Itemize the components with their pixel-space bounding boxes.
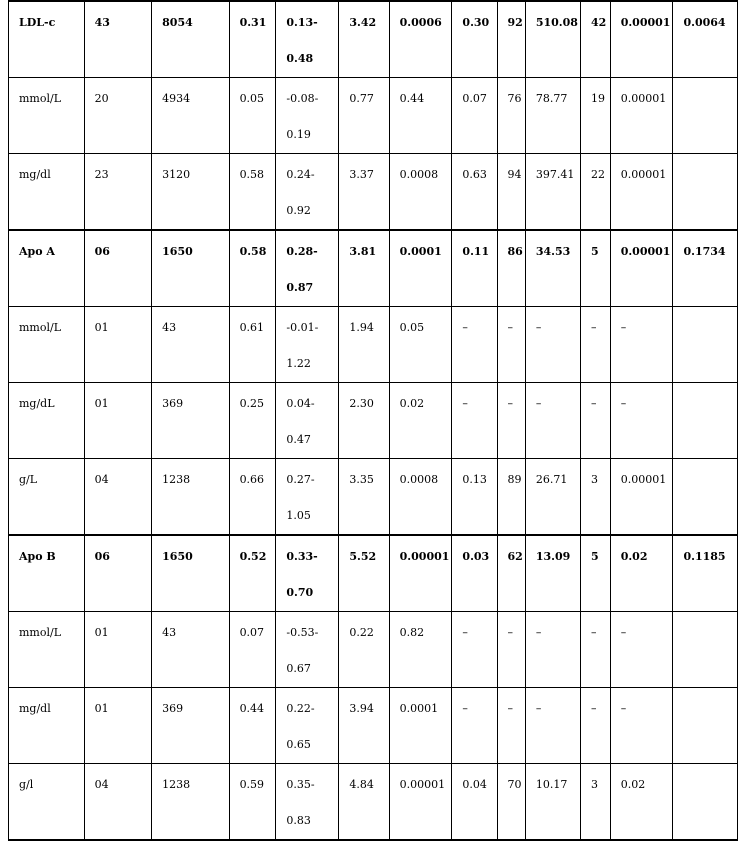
cell-value: 397.41 [535,168,575,181]
cell-value: 0.35- 0.83 [286,778,315,827]
cell-value: 1.94 [349,321,374,334]
cell-value: 0.0001 [399,245,442,258]
table-cell [452,535,497,612]
table-row [9,1,738,78]
table-row [9,535,738,612]
table-cell [84,1,152,78]
cell-value: 2.30 [349,397,374,410]
cell-value: 19 [590,92,605,105]
cell-value: 22 [590,168,605,181]
cell-value: 01 [94,702,109,715]
cell-value: 0.22 [349,626,374,639]
table-cell [339,307,389,383]
table-cell [610,688,673,764]
table-cell [84,307,152,383]
table-row [9,764,738,841]
table-cell [389,612,452,688]
table-cell [497,383,525,459]
table-cell [673,154,738,231]
table-cell [276,230,339,307]
table-cell [525,612,580,688]
table-cell [229,230,276,307]
table-cell [580,535,610,612]
table-cell [525,383,580,459]
table-cell [580,230,610,307]
cell-value: 62 [507,550,523,563]
table-cell [276,307,339,383]
table-cell [229,688,276,764]
table-row [9,383,738,459]
cell-value: 78.77 [535,92,568,105]
cell-value: – [620,397,627,410]
cell-value: 0.13 [462,473,487,486]
table-cell [152,78,229,154]
table-cell [525,764,580,841]
table-cell [339,688,389,764]
table-cell [152,612,229,688]
table-cell [497,688,525,764]
table-cell [673,383,738,459]
cell-value: -0.01- 1.22 [286,321,319,370]
table-cell [339,383,389,459]
cell-value: 0.00001 [620,168,667,181]
row-label: mmol/L [19,626,62,639]
table-cell [229,1,276,78]
table-cell [339,612,389,688]
cell-value: 5 [590,550,599,563]
table-cell [389,688,452,764]
table-cell [673,1,738,78]
table-cell [452,154,497,231]
cell-value: 43 [162,321,177,334]
cell-value: 0.04- 0.47 [286,397,315,446]
table-cell [580,383,610,459]
row-label: g/l [19,778,34,791]
table-cell [673,764,738,841]
cell-value: – [620,626,627,639]
cell-value: 34.53 [535,245,571,258]
cell-value: 0.44 [239,702,265,715]
row-label-cell [9,1,85,78]
table-body [9,1,738,840]
table-cell [84,230,152,307]
table-cell [339,78,389,154]
table-cell [580,459,610,536]
cell-value: 42 [590,16,607,29]
table-cell [229,383,276,459]
cell-value: 0.66 [239,473,265,486]
cell-value: 0.61 [239,321,265,334]
cell-value: 04 [94,473,109,486]
cell-value: – [590,626,597,639]
table-cell [339,1,389,78]
cell-value: 8054 [162,16,193,29]
table-cell [580,78,610,154]
cell-value: 06 [94,550,110,563]
table-cell [389,154,452,231]
cell-value: – [590,397,597,410]
table-cell [229,307,276,383]
cell-value: -0.08- 0.19 [286,92,319,141]
table-cell [452,1,497,78]
cell-value: 1650 [162,550,193,563]
cell-value: 0.58 [239,245,267,258]
table-row [9,78,738,154]
cell-value: 0.00001 [399,778,446,791]
table-cell [610,1,673,78]
cell-value: – [462,626,468,639]
cell-value: 5 [590,245,599,258]
row-label: mg/dl [19,168,51,181]
table-cell [580,612,610,688]
cell-value: – [590,321,597,334]
table-cell [389,383,452,459]
table-cell [389,535,452,612]
table-cell [389,459,452,536]
table-cell [673,688,738,764]
table-cell [497,78,525,154]
table-row [9,307,738,383]
table-cell [84,688,152,764]
cell-value: 0.02 [620,550,648,563]
cell-value: 89 [507,473,522,486]
table-cell [389,764,452,841]
table-cell [229,612,276,688]
table-cell [673,612,738,688]
table-cell [229,459,276,536]
cell-value: 0.63 [462,168,487,181]
table-row [9,459,738,536]
table-cell [152,764,229,841]
table-cell [229,154,276,231]
table-cell [339,764,389,841]
table-cell [673,307,738,383]
table-cell [673,230,738,307]
cell-value: 0.00001 [399,550,450,563]
table-cell [452,612,497,688]
row-label-cell [9,154,85,231]
cell-value: 10.17 [535,778,568,791]
row-label-cell [9,307,85,383]
table-cell [452,78,497,154]
row-label: mg/dl [19,702,51,715]
table-cell [152,535,229,612]
table-cell [152,307,229,383]
table-cell [152,230,229,307]
cell-value: 0.00001 [620,245,671,258]
table-cell [580,764,610,841]
cell-value: 0.27- 1.05 [286,473,315,522]
cell-value: 43 [94,16,110,29]
table-cell [276,154,339,231]
table-row [9,612,738,688]
cell-value: 369 [162,702,184,715]
table-cell [497,764,525,841]
table-cell [497,307,525,383]
cell-value: 3 [590,778,598,791]
table-cell [389,78,452,154]
table-cell [276,612,339,688]
table-row [9,230,738,307]
row-label: mmol/L [19,92,62,105]
table-cell [339,230,389,307]
table-cell [580,1,610,78]
table-row [9,154,738,231]
cell-value: 0.04 [462,778,487,791]
cell-value: -0.53- 0.67 [286,626,319,675]
table-cell [229,535,276,612]
cell-value: 1238 [162,778,191,791]
table-cell [580,154,610,231]
table-cell [580,307,610,383]
table-cell [525,230,580,307]
cell-value: 43 [162,626,177,639]
cell-value: 4.84 [349,778,374,791]
cell-value: 0.52 [239,550,267,563]
table-cell [339,154,389,231]
cell-value: 20 [94,92,109,105]
table-cell [497,535,525,612]
cell-value: 0.0006 [399,16,442,29]
cell-value: 5.52 [349,550,377,563]
cell-value: 0.1185 [683,550,726,563]
cell-value: – [507,321,514,334]
table-cell [152,154,229,231]
row-label-cell [9,535,85,612]
cell-value: 13.09 [535,550,571,563]
table-cell [276,1,339,78]
cell-value: – [535,321,542,334]
cell-value: – [507,397,514,410]
row-label: LDL-c [19,16,56,29]
table-cell [389,1,452,78]
cell-value: 3.35 [349,473,374,486]
table-cell [152,383,229,459]
table-cell [610,612,673,688]
cell-value: 0.02 [620,778,646,791]
cell-value: 01 [94,626,109,639]
cell-value: 3.37 [349,168,374,181]
table-cell [525,535,580,612]
cell-value: 3.94 [349,702,374,715]
table-cell [610,383,673,459]
table-cell [525,307,580,383]
cell-value: 0.25 [239,397,265,410]
table-cell [389,230,452,307]
cell-value: 23 [94,168,109,181]
table-cell [452,383,497,459]
table-cell [152,688,229,764]
cell-value: – [535,397,542,410]
row-label-cell [9,230,85,307]
table-row [9,688,738,764]
cell-value: 0.02 [399,397,425,410]
table-cell [84,764,152,841]
cell-value: 06 [94,245,110,258]
cell-value: 0.24- 0.92 [286,168,315,217]
table-cell [276,764,339,841]
table-cell [525,688,580,764]
table-cell [610,459,673,536]
cell-value: 3.81 [349,245,377,258]
cell-value: 0.33- 0.70 [286,550,318,599]
row-label: Apo A [19,245,55,258]
table-cell [229,764,276,841]
table-cell [339,535,389,612]
row-label: mmol/L [19,321,62,334]
cell-value: 0.77 [349,92,374,105]
cell-value: 01 [94,321,109,334]
cell-value: 0.22- 0.65 [286,702,315,751]
table-cell [673,459,738,536]
cell-value: 510.08 [535,16,578,29]
cell-value: 0.07 [239,626,265,639]
table-cell [276,688,339,764]
table-cell [497,612,525,688]
cell-value: 3 [590,473,598,486]
table-cell [610,535,673,612]
cell-value: – [620,702,627,715]
table-cell [276,459,339,536]
table-cell [84,612,152,688]
table-cell [84,154,152,231]
table-cell [452,688,497,764]
table-cell [610,78,673,154]
cell-value: 369 [162,397,184,410]
cell-value: 0.30 [462,16,490,29]
table-cell [580,688,610,764]
cell-value: 0.59 [239,778,265,791]
cell-value: 0.28- 0.87 [286,245,318,294]
cell-value: 0.0008 [399,168,439,181]
cell-value: 3120 [162,168,191,181]
cell-value: 0.03 [462,550,490,563]
row-label: mg/dL [19,397,55,410]
table-cell [497,154,525,231]
cell-value: 0.00001 [620,92,667,105]
cell-value: 0.05 [399,321,425,334]
cell-value: 0.13- 0.48 [286,16,318,65]
table-cell [84,383,152,459]
cell-value: 0.11 [462,245,490,258]
row-label-cell [9,383,85,459]
cell-value: 0.58 [239,168,265,181]
cell-value: – [462,702,468,715]
cell-value: 0.0064 [683,16,726,29]
cell-value: – [620,321,627,334]
row-label: Apo B [19,550,56,563]
row-label-cell [9,764,85,841]
table-cell [525,154,580,231]
table-cell [389,307,452,383]
cell-value: – [507,626,514,639]
table-cell [152,1,229,78]
table-cell [497,1,525,78]
cell-value: 86 [507,245,523,258]
table-cell [497,230,525,307]
table-cell [610,764,673,841]
cell-value: 70 [507,778,522,791]
cell-value: 0.44 [399,92,425,105]
cell-value: 0.82 [399,626,425,639]
table-cell [84,459,152,536]
cell-value: 1238 [162,473,191,486]
table-cell [452,459,497,536]
table-cell [673,535,738,612]
cell-value: 0.1734 [683,245,726,258]
cell-value: – [462,397,468,410]
cell-value: – [535,626,542,639]
cell-value: 26.71 [535,473,568,486]
table-cell [84,78,152,154]
cell-value: 1650 [162,245,193,258]
cell-value: 3.42 [349,16,377,29]
table-cell [610,307,673,383]
table-cell [525,78,580,154]
table-cell [276,535,339,612]
table-cell [339,459,389,536]
cell-value: – [462,321,468,334]
cell-value: 0.00001 [620,16,671,29]
cell-value: 94 [507,168,522,181]
results-table [8,0,738,841]
cell-value: 76 [507,92,522,105]
table-cell [525,1,580,78]
cell-value: 92 [507,16,523,29]
table-cell [610,154,673,231]
cell-value: 0.00001 [620,473,667,486]
table-cell [452,307,497,383]
table-cell [152,459,229,536]
cell-value: 4934 [162,92,191,105]
cell-value: – [535,702,542,715]
table-cell [84,535,152,612]
table-cell [452,764,497,841]
cell-value: 0.31 [239,16,267,29]
row-label-cell [9,459,85,536]
row-label: g/L [19,473,38,486]
cell-value: – [590,702,597,715]
row-label-cell [9,78,85,154]
cell-value: 0.07 [462,92,487,105]
table-cell [673,78,738,154]
table-cell [229,78,276,154]
table-cell [276,78,339,154]
cell-value: 01 [94,397,109,410]
table-cell [610,230,673,307]
cell-value: 0.0008 [399,473,439,486]
row-label-cell [9,612,85,688]
cell-value: 0.0001 [399,702,439,715]
row-label-cell [9,688,85,764]
cell-value: 04 [94,778,109,791]
cell-value: – [507,702,514,715]
cell-value: 0.05 [239,92,265,105]
table-cell [276,383,339,459]
table-cell [497,459,525,536]
table-cell [525,459,580,536]
table-cell [452,230,497,307]
